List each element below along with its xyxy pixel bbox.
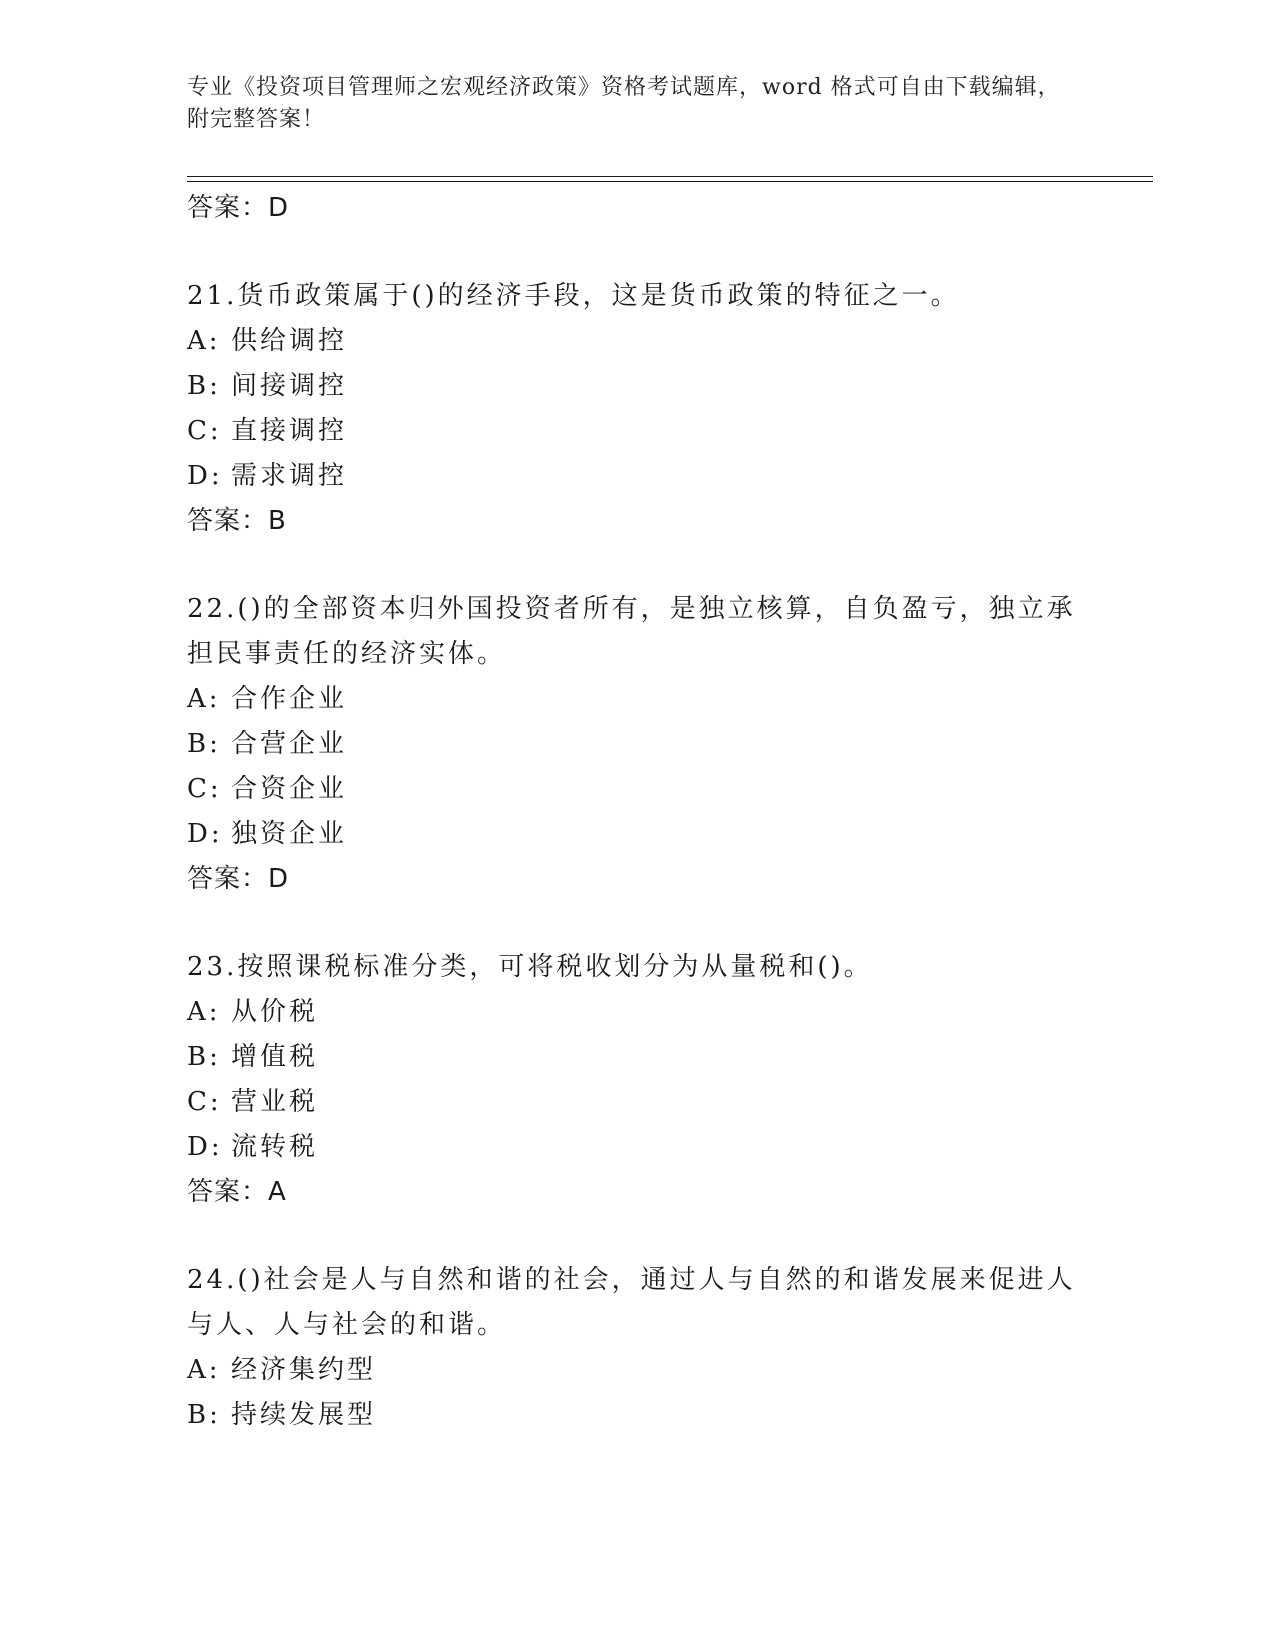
option-text: 经济集约型 — [231, 1355, 377, 1385]
option-text: 直接调控 — [231, 416, 348, 446]
answer-line: 答案：B — [187, 506, 287, 536]
option-d — [187, 1125, 1087, 1170]
option-a — [187, 677, 1087, 722]
option-text: 间接调控 — [231, 371, 348, 401]
question-21 — [187, 274, 1087, 543]
option-text: 合营企业 — [231, 729, 348, 759]
spacer — [187, 901, 1087, 945]
option-label: B: — [187, 1042, 221, 1072]
option-c — [187, 767, 1087, 812]
option-c — [187, 409, 1087, 454]
option-a — [187, 1348, 1087, 1393]
question-stem: 24.()社会是人与自然和谐的社会，通过人与自然的和谐发展来促进人与人、人与社会的和谐。 — [187, 1265, 1076, 1340]
option-d — [187, 454, 1087, 499]
option-label: A: — [187, 997, 221, 1027]
question-stem: 23.按照课税标准分类，可将税收划分为从量税和()。 — [187, 952, 873, 982]
option-label: C: — [187, 1087, 222, 1117]
option-label: C: — [187, 416, 222, 446]
option-b — [187, 1393, 1087, 1438]
option-label: A: — [187, 1355, 221, 1385]
option-label: B: — [187, 371, 221, 401]
question-stem: 22.()的全部资本归外国投资者所有，是独立核算，自负盈亏，独立承担民事责任的经济实体。 — [187, 594, 1076, 669]
option-text: 从价税 — [231, 997, 319, 1027]
option-text: 流转税 — [231, 1132, 319, 1162]
option-label: D: — [187, 819, 223, 849]
option-label: B: — [187, 729, 221, 759]
header-double-rule — [187, 176, 1153, 182]
question-23 — [187, 945, 1087, 1214]
answer-line: 答案：D — [187, 864, 290, 894]
option-text: 供给调控 — [231, 326, 348, 356]
spacer — [187, 1214, 1087, 1258]
page-header: 专业《投资项目管理师之宏观经济政策》资格考试题库，word 格式可自由下载编辑，附完整答案！ — [187, 75, 1061, 132]
answer-line: 答案：A — [187, 1177, 287, 1207]
option-c — [187, 1080, 1087, 1125]
question-24 — [187, 1258, 1087, 1438]
option-a — [187, 319, 1087, 364]
option-label: A: — [187, 684, 221, 714]
question-22 — [187, 587, 1087, 901]
option-text: 合作企业 — [231, 684, 348, 714]
option-text: 独资企业 — [231, 819, 348, 849]
question-stem: 21.货币政策属于()的经济手段，这是货币政策的特征之一。 — [187, 281, 960, 311]
option-b — [187, 722, 1087, 767]
option-text: 持续发展型 — [231, 1400, 377, 1430]
option-d — [187, 812, 1087, 857]
option-label: A: — [187, 326, 221, 356]
answer-line: 答案：D — [187, 193, 290, 223]
option-label: B: — [187, 1400, 221, 1430]
question-list — [187, 186, 1087, 1438]
option-text: 合资企业 — [231, 774, 348, 804]
option-text: 需求调控 — [231, 461, 348, 491]
spacer — [187, 543, 1087, 587]
option-a — [187, 990, 1087, 1035]
option-label: D: — [187, 461, 223, 491]
option-label: C: — [187, 774, 222, 804]
option-label: D: — [187, 1132, 223, 1162]
option-b — [187, 364, 1087, 409]
option-text: 增值税 — [231, 1042, 319, 1072]
spacer — [187, 230, 1087, 274]
option-b — [187, 1035, 1087, 1080]
option-text: 营业税 — [231, 1087, 319, 1117]
